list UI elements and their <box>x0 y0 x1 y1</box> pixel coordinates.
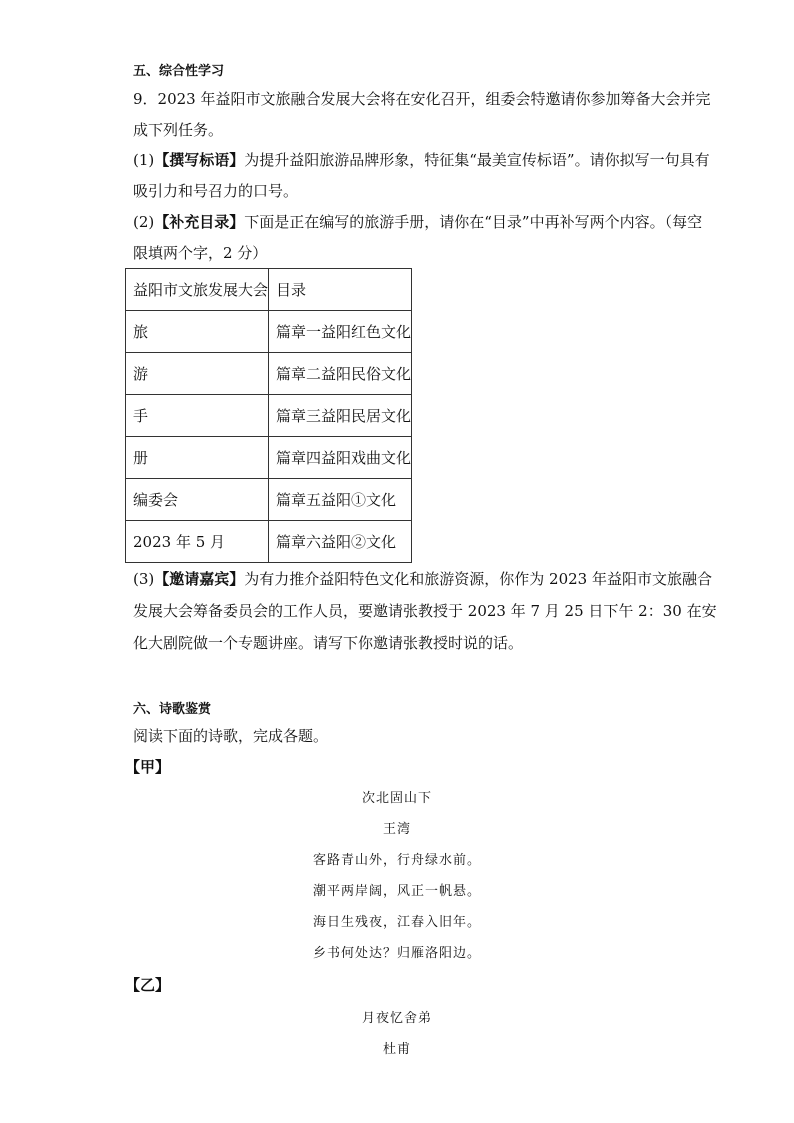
poem-1-line-3: 海日生残夜，江春入旧年。 <box>312 915 481 930</box>
subquestion-1-line-1 <box>133 150 710 170</box>
table-cell: 编委会 <box>126 479 269 521</box>
subquestion-3-line-2: 发展大会筹备委员会的工作人员，要邀请张教授于 2023 年 7 月 25 日下午 2：30 在安 <box>133 602 717 620</box>
poem-jia-label: 【甲】 <box>125 758 171 776</box>
subquestion-3-line-1 <box>133 569 712 589</box>
table-cell: 游 <box>126 353 269 395</box>
subquestion-2-number: (2) <box>133 213 155 231</box>
table-row <box>126 479 412 521</box>
subquestion-1-tag: 【撰写标语】 <box>154 151 245 169</box>
poem-2-author: 杜甫 <box>382 1042 411 1057</box>
subquestion-2-line-1 <box>133 212 702 232</box>
poem-1-title: 次北固山下 <box>361 791 432 806</box>
table-cell: 篇章一益阳红色文化 <box>269 311 412 353</box>
table-row <box>126 353 412 395</box>
table-row <box>126 269 412 311</box>
poem-1-line-4: 乡书何处达？归雁洛阳边。 <box>312 946 481 961</box>
subquestion-1-line-2: 吸引力和号召力的口号。 <box>133 182 299 200</box>
table-row <box>126 437 412 479</box>
table-cell: 益阳市文旅发展大会 <box>126 269 269 311</box>
table-cell: 篇章二益阳民俗文化 <box>269 353 412 395</box>
subquestion-3-line-3: 化大剧院做一个专题讲座。请写下你邀请张教授时说的话。 <box>133 634 524 652</box>
table-cell: 旅 <box>126 311 269 353</box>
subquestion-1-number: (1) <box>133 151 155 169</box>
subquestion-3-tag: 【邀请嘉宾】 <box>154 570 245 588</box>
poem-1-line-2: 潮平两岸阔，风正一帆悬。 <box>312 884 481 899</box>
table-cell: 篇章六益阳②文化 <box>269 521 412 563</box>
subquestion-2-text: 下面是正在编写的旅游手册，请你在“目录”中再补写两个内容。（每空 <box>244 213 703 231</box>
handbook-contents-table <box>125 268 412 563</box>
question-9-line-2: 成下列任务。 <box>133 121 224 139</box>
poem-yi-label: 【乙】 <box>125 976 171 994</box>
poem-1-author: 王湾 <box>382 822 411 837</box>
table-cell: 篇章三益阳民居文化 <box>269 395 412 437</box>
poem-1-line-1: 客路青山外，行舟绿水前。 <box>312 853 481 868</box>
subquestion-1-text: 为提升益阳旅游品牌形象，特征集“最美宣传标语”。请你拟写一句具有 <box>244 151 710 169</box>
table-row <box>126 311 412 353</box>
table-cell: 篇章五益阳①文化 <box>269 479 412 521</box>
subquestion-3-number: (3) <box>133 570 155 588</box>
table-cell: 篇章四益阳戏曲文化 <box>269 437 412 479</box>
question-9-line-1: 9．2023 年益阳市文旅融合发展大会将在安化召开，组委会特邀请你参加筹备大会并完 <box>133 90 711 108</box>
subquestion-2-line-2: 限填两个字，2 分） <box>133 244 268 262</box>
table-cell: 目录 <box>269 269 412 311</box>
subquestion-3-text: 为有力推介益阳特色文化和旅游资源，你作为 2023 年益阳市文旅融合 <box>244 570 712 588</box>
table-row <box>126 521 412 563</box>
table-row <box>126 395 412 437</box>
table-cell: 2023 年 5 月 <box>126 521 269 563</box>
poem-2-title: 月夜忆舍弟 <box>361 1011 432 1026</box>
table-cell: 手 <box>126 395 269 437</box>
section-6-heading: 六、诗歌鉴赏 <box>133 702 212 717</box>
subquestion-2-tag: 【补充目录】 <box>154 213 245 231</box>
section-5-heading: 五、综合性学习 <box>133 64 225 79</box>
table-cell: 册 <box>126 437 269 479</box>
section-6-intro: 阅读下面的诗歌，完成各题。 <box>133 727 329 745</box>
